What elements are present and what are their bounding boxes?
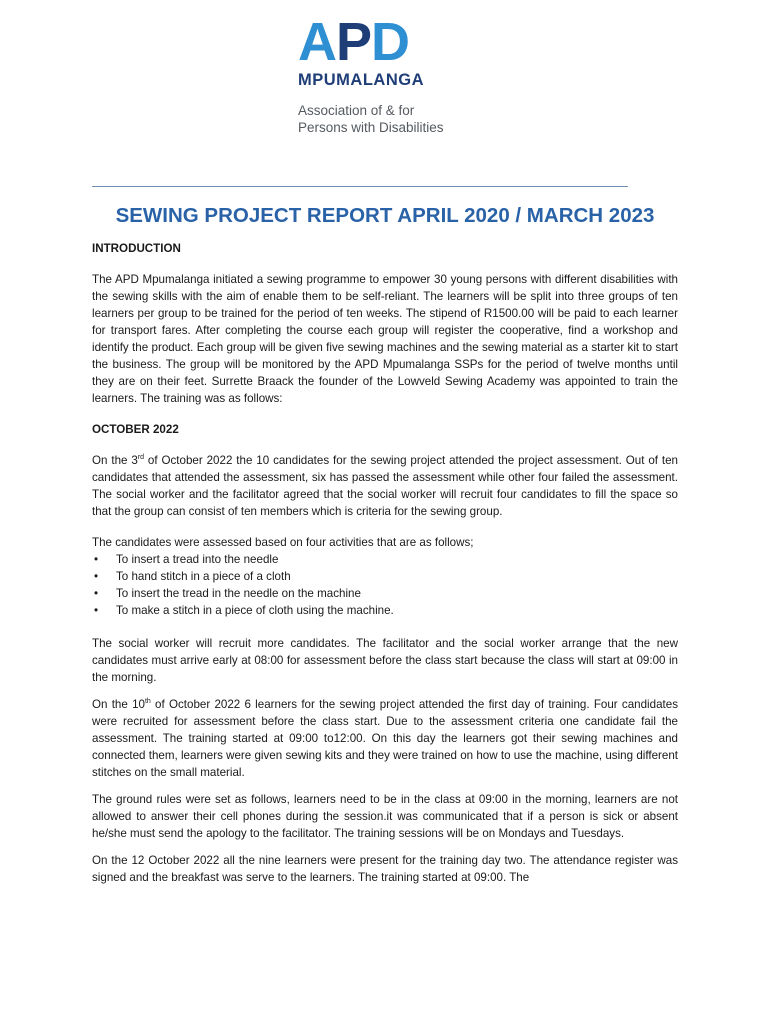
october-heading: OCTOBER 2022: [92, 423, 179, 436]
logo-letter-d: D: [371, 12, 410, 72]
list-item: • To insert a tread into the needle: [94, 553, 279, 566]
report-body: [92, 240, 678, 886]
bullet-icon: •: [94, 570, 99, 583]
bullet-icon: •: [94, 604, 99, 617]
logo-tagline: [298, 102, 444, 136]
activities-intro: The candidates were assessed based on four activities that are as follows;: [92, 536, 474, 549]
logo-region: MPUMALANGA: [298, 71, 424, 89]
october-paragraph-3: The social worker will recruit more candidates. The facilitator and the social worker arrange that the new candidates must arrive early at 08:00 for assessment before the class start because the class will start at 09:00 in the morning.: [92, 637, 678, 684]
list-item: • To hand stitch in a piece of a cloth: [94, 570, 291, 583]
october-paragraph-5: The ground rules were set as follows, learners need to be in the class at 09:00 in the morning, learners are not allowed to answer their cell phones during the session.it was communicated that if a person is sick or absent he/she must send the apology to the facilitator. The training sessions will be on Mondays and Tuesdays.: [92, 793, 678, 840]
bullet-icon: •: [94, 553, 99, 566]
apd-logo-mark: [298, 12, 444, 72]
october-paragraph-6: On the 12 October 2022 all the nine learners were present for the training day two. The attendance register was signed and the breakfast was serve to the learners. The training started at 09:00. The: [92, 854, 678, 884]
logo-tagline-line1: Association of & for: [298, 103, 415, 118]
october-paragraph-4: On the 10th of October 2022 6 learners for the sewing project attended the first day of training. Four candidates were recruited for assessment before the class start. Due to the assessment criteria one candidate fail the assessment. The training started at 09:00 to12:00. On this day the learners got their sewing machines and connected them, learners were given sewing kits and they were trained on how to use the machine, using different stitches on the small material.: [92, 698, 678, 779]
activities-list: [92, 551, 678, 619]
logo-tagline-line2: Persons with Disabilities: [298, 120, 444, 135]
list-item: • To insert the tread in the needle on the machine: [94, 587, 361, 600]
logo-letter-a: A: [298, 12, 336, 72]
intro-paragraph: The APD Mpumalanga initiated a sewing programme to empower 30 young persons with different disabilities with the sewing skills with the aim of enable them to be self-reliant. The learners will be split into three groups of ten learners per group to be trained for the period of ten weeks. The stipend of R1500.00 will be paid to each learner for transport fares. After completing the course each group will register the cooperative, find a workshop and identify the product. Each group will be given five sewing machines and the sewing material as a starter kit to start the business. The group will be monitored by the APD Mpumalanga SSPs for the period of twelve months until they are on their feet. Surrette Braack the founder of the Lowveld Sewing Academy was appointed to train the learners. The training was as follows:: [92, 273, 678, 405]
october-paragraph-1: On the 3rd of October 2022 the 10 candidates for the sewing project attended the project assessment. Out of ten candidates that attended the assessment, six has passed the assessment while other four failed the assessment. The social worker and the facilitator agreed that the social worker will recruit four candidates to fill the space so that the group can consist of ten members which is criteria for the sewing group.: [92, 454, 678, 518]
header-divider: [92, 186, 628, 187]
apd-logo: [298, 12, 444, 136]
intro-heading: INTRODUCTION: [92, 242, 181, 255]
report-title: SEWING PROJECT REPORT APRIL 2020 / MARCH 2023: [115, 204, 655, 227]
logo-letter-p: P: [336, 12, 372, 72]
bullet-icon: •: [94, 587, 99, 600]
list-item: • To make a stitch in a piece of cloth using the machine.: [94, 604, 394, 617]
